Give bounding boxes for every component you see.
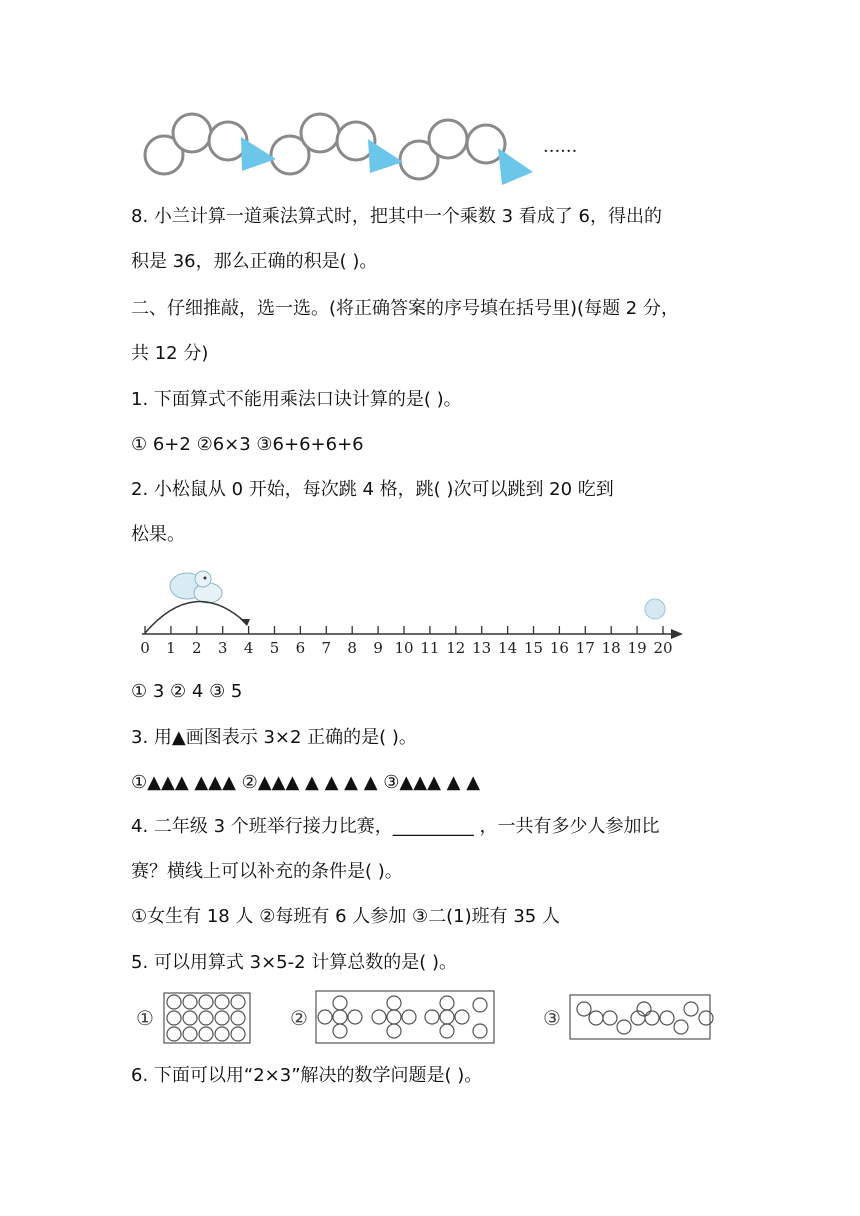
count-circle <box>231 995 245 1009</box>
count-circle <box>684 1002 698 1016</box>
problem-2-line1: 2. 小松鼠从 0 开始，每次跳 4 格，跳( )次可以跳到 20 吃到 <box>131 479 614 500</box>
section-2-title-line1: 二、仔细推敲，选一选。(将正确答案的序号填在括号里)(每题 2 分， <box>131 298 679 319</box>
count-circle <box>372 1010 386 1024</box>
count-circle <box>231 1011 245 1025</box>
number-line-figure <box>130 560 690 660</box>
question-8-line1: 8. 小兰计算一道乘法算式时，把其中一个乘数 3 看成了 6，得出的 <box>131 206 662 227</box>
number-line-label: 17 <box>575 639 595 657</box>
number-line-label: 2 <box>192 639 202 657</box>
count-circle <box>231 1027 245 1041</box>
count-circle <box>199 1027 213 1041</box>
problem-1-options: ① 6+2 ②6×3 ③6+6+6+6 <box>131 434 364 455</box>
number-line-label: 7 <box>321 639 332 657</box>
number-line-label: 10 <box>394 639 414 657</box>
option-3-label: ③ <box>543 1006 561 1030</box>
pattern-ellipsis: ······ <box>543 141 578 162</box>
count-circle <box>473 1024 487 1038</box>
section-2-title-line2: 共 12 分) <box>131 343 209 364</box>
problem-4-line2: 赛？横线上可以补充的条件是( )。 <box>131 861 403 882</box>
count-circle <box>402 1010 416 1024</box>
count-circle <box>333 1024 347 1038</box>
number-line-label: 3 <box>217 639 228 657</box>
count-circle <box>577 1002 591 1016</box>
count-circle <box>674 1020 688 1034</box>
number-line-label: 20 <box>653 639 673 657</box>
number-line-label: 5 <box>269 639 280 657</box>
count-circle <box>440 1010 454 1024</box>
number-line-label: 11 <box>420 639 440 657</box>
number-line-label: 19 <box>627 639 647 657</box>
count-circle <box>387 996 401 1010</box>
number-line-label: 0 <box>140 639 150 657</box>
count-circle <box>215 1011 229 1025</box>
problem-3-options: ①▲▲▲ ▲▲▲ ②▲▲▲ ▲ ▲ ▲ ▲ ③▲▲▲ ▲ ▲ <box>131 772 481 793</box>
count-circle <box>215 995 229 1009</box>
count-circle <box>617 1020 631 1034</box>
option-1-box <box>164 993 250 1043</box>
count-circle <box>440 1024 454 1038</box>
problem-3-question: 3. 用▲画图表示 3×2 正确的是( )。 <box>131 727 417 748</box>
count-circle <box>183 1011 197 1025</box>
count-circle <box>455 1010 469 1024</box>
pattern-circle <box>429 120 467 158</box>
number-line-label: 15 <box>523 639 544 657</box>
problem-5-figures <box>130 985 720 1049</box>
count-circle <box>215 1027 229 1041</box>
count-circle <box>645 1011 659 1025</box>
count-circle <box>699 1011 713 1025</box>
pine-cone-icon <box>645 599 665 619</box>
number-line-label: 4 <box>243 639 254 657</box>
pattern-triangle <box>368 139 403 173</box>
option-1-label: ① <box>136 1006 154 1030</box>
problem-1-question: 1. 下面算式不能用乘法口诀计算的是( )。 <box>131 389 462 410</box>
count-circle <box>387 1024 401 1038</box>
problem-2-line2: 松果。 <box>131 524 185 545</box>
squirrel-icon <box>170 571 222 603</box>
pattern-circle <box>173 114 211 152</box>
number-line-label: 16 <box>549 639 569 657</box>
option-2-label: ② <box>290 1006 308 1030</box>
option-3-box <box>570 995 710 1039</box>
number-line-label: 18 <box>601 639 621 657</box>
count-circle <box>183 1027 197 1041</box>
circle-triangle-pattern <box>130 105 610 190</box>
jump-arrowhead <box>240 619 250 626</box>
number-line-label: 6 <box>295 639 306 657</box>
problem-6-question: 6. 下面可以用“2×3”解决的数学问题是( )。 <box>131 1065 483 1086</box>
number-line-label: 14 <box>498 639 518 657</box>
count-circle <box>348 1010 362 1024</box>
count-circle <box>387 1010 401 1024</box>
count-circle <box>473 998 487 1012</box>
count-circle <box>183 995 197 1009</box>
number-line-label: 8 <box>347 639 357 657</box>
number-line-label: 9 <box>373 639 383 657</box>
count-circle <box>440 996 454 1010</box>
pattern-triangle <box>498 148 533 185</box>
problem-2-options: ① 3 ② 4 ③ 5 <box>131 681 243 702</box>
problem-5-question: 5. 可以用算式 3×5-2 计算总数的是( )。 <box>131 952 458 973</box>
count-circle <box>589 1011 603 1025</box>
count-circle <box>660 1011 674 1025</box>
count-circle <box>603 1011 617 1025</box>
problem-4-line1: 4. 二年级 3 个班举行接力比赛，_________ ，一共有多少人参加比 <box>131 816 660 837</box>
count-circle <box>333 1010 347 1024</box>
jump-arc <box>145 602 247 633</box>
count-circle <box>167 1011 181 1025</box>
number-line-label: 13 <box>472 639 492 657</box>
question-8-line2: 积是 36，那么正确的积是( )。 <box>131 251 378 272</box>
count-circle <box>199 1011 213 1025</box>
count-circle <box>318 1010 332 1024</box>
number-line-label: 1 <box>166 639 176 657</box>
axis-arrowhead <box>671 629 683 639</box>
problem-4-options: ①女生有 18 人 ②每班有 6 人参加 ③二(1)班有 35 人 <box>131 906 560 927</box>
number-line-label: 12 <box>446 639 466 657</box>
option-2-box <box>316 991 494 1043</box>
count-circle <box>425 1010 439 1024</box>
count-circle <box>333 996 347 1010</box>
pattern-circle <box>301 114 339 152</box>
count-circle <box>199 995 213 1009</box>
count-circle <box>167 1027 181 1041</box>
count-circle <box>167 995 181 1009</box>
